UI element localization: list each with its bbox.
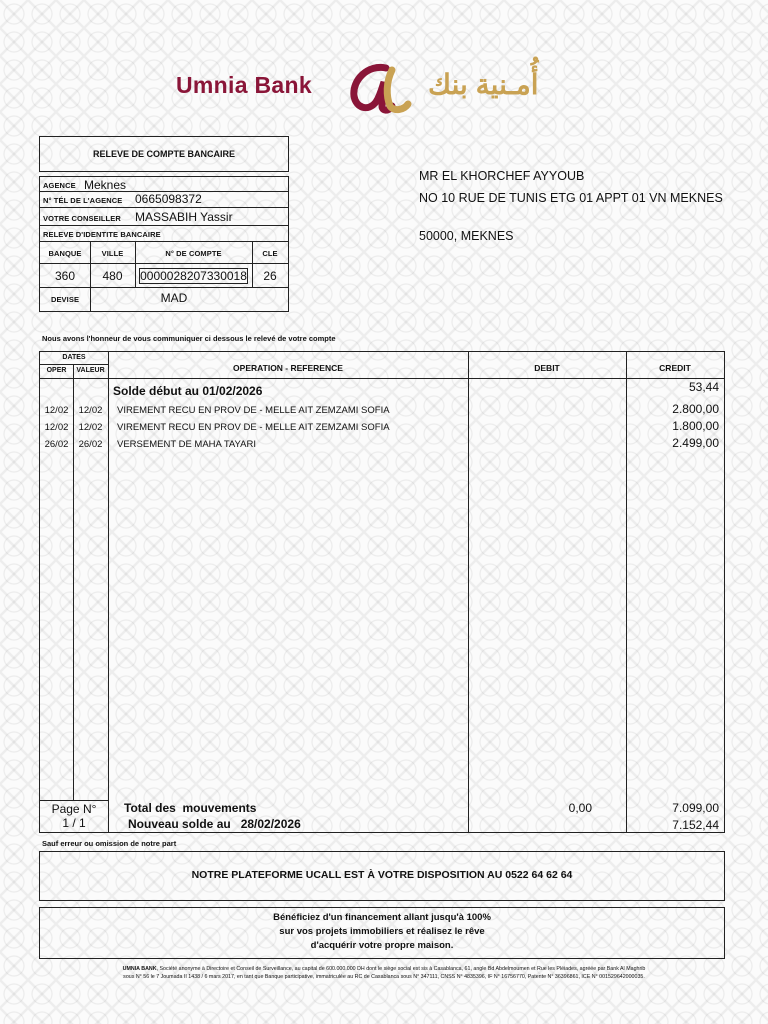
table-row-oper: 12/02 [44, 422, 69, 433]
table-row-valeur: 12/02 [78, 405, 103, 416]
bank-logo [170, 60, 600, 120]
table-row-credit: 2.499,00 [672, 436, 719, 450]
tel-label: N° TÉL DE L'AGENCE [43, 196, 123, 205]
table-row-reference: VIREMENT RECU EN PROV DE - MELLE AIT ZEMZAMI SOFIA [117, 422, 390, 433]
opening-balance-credit: 53,44 [688, 380, 719, 394]
opening-balance-label: Solde début au 01/02/2026 [113, 384, 263, 398]
statement-title: RELEVE DE COMPTE BANCAIRE [92, 149, 235, 159]
credit-header: CREDIT [659, 363, 691, 373]
intro-text: Nous avons l'honneur de vous communiquer ci dessous le relevé de votre compte [42, 334, 336, 343]
operation-header: OPERATION - REFERENCE [233, 363, 343, 373]
tel-value: 0665098372 [135, 192, 202, 206]
client-name: MR EL KHORCHEF AYYOUB [419, 169, 585, 183]
table-row-valeur: 12/02 [78, 422, 103, 433]
cle-value: 26 [263, 269, 277, 283]
promo-box [39, 907, 725, 959]
cle-label: CLE [262, 249, 278, 258]
banque-label: BANQUE [48, 249, 82, 258]
valeur-header: VALEUR [76, 367, 105, 374]
account-number: 0000028207330018 [140, 269, 247, 283]
footer-line2: sous N° 56 le 7 Joumada II 1438 / 6 mars 2017, en tant que Banque participative, immatriculée au RC de Casablanca sous N° 347111, CNSS N° 4835396, IF N° 16756770, Patente N° 36396861, ICE N° 001529642000035. [123, 974, 645, 980]
table-row-oper: 26/02 [44, 439, 69, 450]
account-info-box [39, 176, 289, 312]
client-address-line2: 50000, MEKNES [419, 229, 514, 243]
table-row-reference: VIREMENT RECU EN PROV DE - MELLE AIT ZEMZAMI SOFIA [117, 405, 390, 416]
new-balance-label: Nouveau solde au 28/02/2026 [128, 817, 301, 831]
new-balance-credit: 7.152,44 [672, 818, 719, 832]
dates-header: DATES [62, 354, 86, 361]
legal-footer [40, 965, 728, 981]
footer-brand: UMNIA BANK [122, 966, 157, 972]
devise-value: MAD [160, 291, 188, 305]
debit-header: DEBIT [534, 363, 560, 373]
promo-line2: sur vos projets immobiliers et réalisez le rêve [279, 926, 485, 937]
page-label: Page N° [51, 802, 97, 816]
conseiller-value: MASSABIH Yassir [135, 210, 233, 224]
footer-line1: , Société anonyme à Directoire et Conseil de Surveillance, au capital de 600.000.000 DH dont le siège social est sis à Casablanca, 61, angle Bd Abdelmoumen et Rue les Pléiades, agréée par Bank Al Maghrib [156, 966, 646, 972]
total-movements-label: Total des mouvements [124, 801, 257, 815]
agence-value: Meknes [84, 178, 127, 192]
agence-label: AGENCE [43, 181, 76, 190]
table-row-credit: 1.800,00 [672, 419, 719, 433]
promo-line3: d'acquérir votre propre maison. [310, 940, 454, 951]
ville-value: 480 [102, 269, 123, 283]
total-debit: 0,00 [568, 801, 592, 815]
transactions-table [39, 351, 725, 833]
rib-label: RELEVE D'IDENTITE BANCAIRE [43, 230, 161, 239]
total-credit: 7.099,00 [672, 801, 719, 815]
statement-title-box [39, 136, 289, 172]
bank-name-latin: Umnia Bank [176, 72, 312, 98]
promo-line1: Bénéficiez d'un financement allant jusqu'à 100% [273, 912, 491, 923]
ville-label: VILLE [101, 249, 124, 258]
table-row-credit: 2.800,00 [672, 402, 719, 416]
ucall-banner-text: NOTRE PLATEFORME UCALL EST À VOTRE DISPOSITION AU 0522 64 62 64 [191, 869, 573, 881]
devise-label: DEVISE [50, 295, 80, 304]
bank-emblem-icon [346, 62, 416, 114]
banque-value: 360 [54, 269, 76, 283]
client-address-line1: NO 10 RUE DE TUNIS ETG 01 APPT 01 VN MEKNES [419, 191, 723, 205]
bank-name-arabic: أُمـنية بنك [428, 69, 539, 100]
conseiller-label: VOTRE CONSEILLER [43, 214, 121, 223]
ucall-banner [39, 851, 725, 901]
table-row-valeur: 26/02 [78, 439, 103, 450]
table-row-reference: VERSEMENT DE MAHA TAYARI [117, 439, 257, 450]
table-row-oper: 12/02 [44, 405, 69, 416]
page-value: 1 / 1 [62, 816, 86, 830]
compte-label: N° DE COMPTE [165, 249, 222, 258]
oper-header: OPER [46, 367, 67, 374]
sauf-erreur-note: Sauf erreur ou omission de notre part [42, 839, 177, 848]
